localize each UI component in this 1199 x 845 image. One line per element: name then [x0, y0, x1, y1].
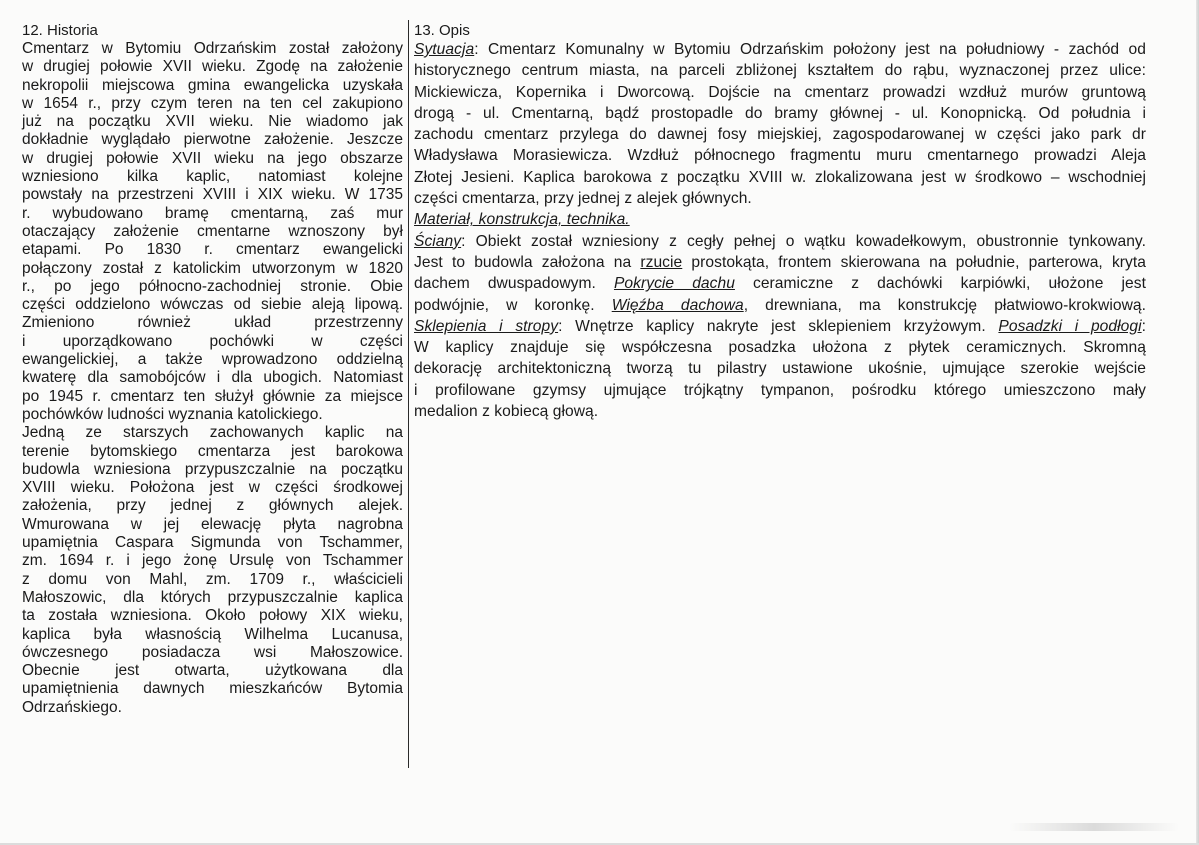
history-line: ta została wzniesiona. Około połowy XIX wieku, — [22, 607, 403, 625]
sciany-label: Ściany — [414, 232, 462, 250]
description-line: W kaplicy znajduje się współczesna posadzka ułożona z płytek ceramicznych. Skromną — [414, 339, 1146, 357]
description-line — [414, 273, 1146, 294]
history-line: Małoszowic, dla których przypuszczalnie kaplica — [22, 588, 403, 606]
description-text: Jest to budowla założona na — [414, 253, 641, 271]
description-text: podwójnie, w koronkę. — [414, 296, 612, 314]
history-line: kwaterę dla samobójców i dla ubogich. Natomiast — [22, 369, 403, 387]
description-line: Władysława Morasiewicza. Wzdłuż północnego fragmentu muru cmentarnego prowadzi Aleja — [414, 147, 1146, 165]
history-line: już na początku XVII wieku. Nie wiadomo jak — [22, 113, 403, 131]
history-line: połączony został z katolickim utworzonym w 1820 — [22, 259, 403, 277]
description-line — [414, 316, 1146, 337]
history-line: Wmurowana w jej elewację płyta nagrobna — [22, 515, 403, 533]
description-text: dachem dwuspadowym. — [414, 275, 614, 293]
pokrycie-label: Pokrycie dachu — [613, 275, 735, 293]
history-line: etapami. Po 1830 r. cmentarz ewangelicki — [22, 241, 403, 259]
history-line: Zmieniono również układ przestrzenny — [22, 314, 403, 332]
history-line: powstały na przestrzeni XVIII i XIX wieku. W 1735 — [22, 186, 403, 204]
history-line: Cmentarz w Bytomiu Odrzańskim został założony — [22, 40, 403, 57]
history-column — [22, 22, 403, 717]
description-line: zachodu cmentarz przylega do dawnej fosy miejskiej, zagospodarowanej w części jako park dr — [414, 126, 1146, 144]
material-heading-text: Materiał, konstrukcja, technika. — [414, 211, 630, 229]
description-line — [414, 39, 1146, 60]
history-line: w drugiej połowie XVII wieku. Zgodę na założenie — [22, 58, 403, 76]
description-line — [414, 295, 1146, 316]
history-line: w drugiej połowie XVII wieku na jego obszarze — [22, 149, 403, 167]
description-line: i profilowane gzymsy ujmujące trójkątny tympanon, pośrodku którego umieszczono mały — [414, 381, 1146, 399]
history-line: Odrzańskiego. — [22, 698, 122, 716]
history-line: nekropolii miejscowa gmina ewangelicka uzyskała — [22, 76, 403, 94]
description-line: Mickiewicza, Kopernika i Dworcową. Dojście na cmentarz prowadzi wzdłuż murów gruntową — [414, 83, 1146, 101]
history-line: ewangelickiej, a także wprowadzono oddzielną — [22, 351, 403, 369]
history-line: otaczający założenie cmentarne wznoszony był — [22, 222, 403, 240]
history-line: r., po jego północno-zachodniej stronie. Obie — [22, 277, 403, 295]
history-heading: 12. Historia — [22, 22, 98, 39]
history-line: ówczesnego posiadacza wsi Małoszowice. — [22, 643, 403, 661]
history-line: Jedną ze starszych zachowanych kaplic na — [22, 424, 403, 442]
history-line: budowla wzniesiona przypuszczalnie na początku — [22, 460, 403, 478]
description-heading: 13. Opis — [414, 22, 470, 39]
wiezba-label: Więźba dachowa — [611, 296, 744, 314]
sytuacja-label: Sytuacja — [414, 41, 475, 58]
column-divider — [408, 20, 409, 768]
history-line: Obecnie jest otwarta, użytkowana dla — [22, 662, 403, 680]
history-line: kaplica była własnością Wilhelma Lucanusa, — [22, 625, 403, 643]
history-line: upamiętnia Caspara Sigmunda von Tschammer, — [22, 534, 403, 552]
posadzki-label: Posadzki i podłogi — [998, 317, 1142, 335]
description-line: dekorację architektoniczną tworzą tu pilastry ustawione ukośnie, ujmujące szerokie wejście — [414, 360, 1146, 378]
description-text: : Cmentarz Komunalny w Bytomiu Odrzańskim położony jest na południowy - zachód od — [474, 41, 1146, 58]
sklepienia-label: Sklepienia i stropy — [414, 317, 559, 335]
description-line: Złotej Jesieni. Kaplica barokowa z początku XVIII w. zlokalizowana jest w środkowo – wschodniej — [414, 168, 1146, 186]
history-line: zm. 1694 r. i jego żonę Ursulę von Tschammer — [22, 552, 403, 570]
history-line: dokładnie wyglądało pierwotne założenie. Jeszcze — [22, 131, 403, 149]
scan-artifact — [1009, 823, 1179, 831]
description-column — [414, 22, 1146, 422]
rzucie-word: rzucie — [640, 253, 683, 271]
history-line: w 1654 r., przy czym teren na ten cel zakupiono — [22, 94, 403, 112]
material-heading — [414, 209, 1146, 230]
history-line: po 1945 r. cmentarz ten służył głównie za miejsce — [22, 387, 403, 405]
history-line: wzniesiono kilka kaplic, natomiast kolejne — [22, 168, 403, 186]
history-line: z domu von Mahl, zm. 1709 r., właścicieli — [22, 570, 403, 588]
history-line: terenie bytomskiego cmentarza jest barokowa — [22, 442, 403, 460]
history-line: pochówków ludności wyznania katolickiego. — [22, 405, 323, 423]
history-line: części oddzielono wówczas od siebie aleją lipową. — [22, 296, 403, 314]
history-line: r. wybudowano bramę cmentarną, zaś mur — [22, 204, 403, 222]
description-text: ceramiczne z dachówki karpiówki, ułożone jest — [734, 275, 1146, 293]
description-line: medalion z kobiecą głową. — [414, 403, 599, 421]
description-text: : Obiekt został wzniesiony z cegły pełnej o wątku kowadełkowym, obustronnie tynkowany. — [461, 232, 1146, 250]
description-text: prostokąta, frontem skierowana na południe, parterowa, kryta — [682, 253, 1146, 271]
description-line: drogą - ul. Cmentarną, bądź prostopadle do bramy głównej - ul. Konopnicką. Od południa i — [414, 104, 1146, 122]
history-text — [22, 40, 403, 717]
description-text: , drewniana, ma konstrukcję płatwiowo-krokwiową. — [743, 296, 1146, 314]
description-text: : Wnętrze kaplicy nakryte jest sklepieniem krzyżowym. — [558, 317, 999, 335]
history-line: upamiętnienia dawnych mieszkańców Bytomia — [22, 680, 403, 698]
description-line — [414, 231, 1146, 252]
description-line — [414, 252, 1146, 273]
description-line: części cmentarza, przy jednej z alejek głównych. — [414, 190, 752, 208]
history-line: i uporządkowano pochówki w części — [22, 332, 403, 350]
history-line: XVIII wieku. Położona jest w części środkowej — [22, 479, 403, 497]
description-text: : — [1141, 317, 1146, 335]
history-line: założenia, przy jednej z głównych alejek. — [22, 497, 403, 515]
description-line: historycznego centrum miasta, na parceli zbliżonej kształtem do rąbu, wyznaczonej przez ulice: — [414, 62, 1146, 80]
